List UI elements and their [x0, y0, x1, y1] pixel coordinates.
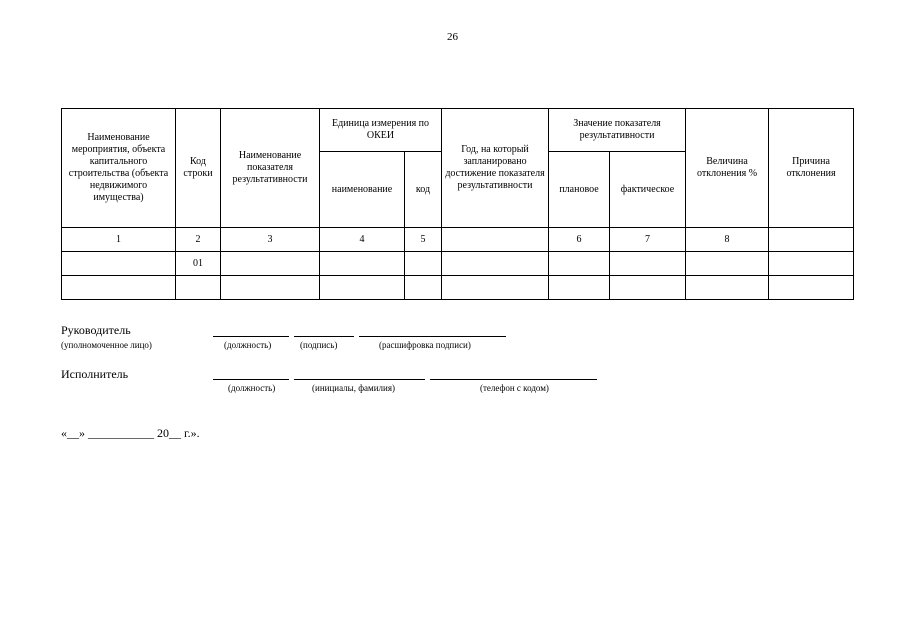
table-cell — [62, 252, 176, 276]
table-row — [62, 252, 854, 276]
column-number: 8 — [686, 228, 769, 252]
column-number: 7 — [610, 228, 686, 252]
table-cell — [442, 276, 549, 300]
table-cell — [686, 252, 769, 276]
head-position-caption: (должность) — [224, 340, 272, 350]
page-number: 26 — [447, 31, 458, 43]
exec-initials-line — [294, 379, 425, 380]
exec-position-caption: (должность) — [228, 383, 276, 393]
column-number: 4 — [320, 228, 405, 252]
exec-position-line — [213, 379, 289, 380]
table-cell — [320, 276, 405, 300]
table-cell — [610, 252, 686, 276]
exec-initials-caption: (инициалы, фамилия) — [312, 383, 395, 393]
header-deviation: Величина отклонения % — [686, 109, 769, 228]
table-row — [62, 276, 854, 300]
table-cell — [610, 276, 686, 300]
table-cell — [442, 252, 549, 276]
column-number: 2 — [176, 228, 221, 252]
signature-line — [294, 336, 354, 337]
report-table — [61, 108, 854, 300]
table-cell — [221, 276, 320, 300]
header-code: Код строки — [176, 109, 221, 228]
table-cell — [769, 276, 854, 300]
header-unit-group: Единица измерения по ОКЕИ — [320, 109, 442, 152]
header-indicator: Наименование показателя результативности — [221, 109, 320, 228]
table-cell — [549, 252, 610, 276]
table-cell — [769, 252, 854, 276]
column-number — [769, 228, 854, 252]
table-cell — [221, 252, 320, 276]
table-cell — [62, 276, 176, 300]
header-unit-name: наименование — [320, 152, 405, 228]
signature-decode-line — [359, 336, 506, 337]
header-unit-code: код — [405, 152, 442, 228]
column-number-row — [62, 228, 854, 252]
table-cell — [405, 276, 442, 300]
head-signature-caption: (подпись) — [300, 340, 338, 350]
header-value-group: Значение показателя результативности — [549, 109, 686, 152]
header-year: Год, на который запланировано достижение показателя результативности — [442, 109, 549, 228]
head-decode-caption: (расшифровка подписи) — [379, 340, 471, 350]
exec-phone-line — [430, 379, 597, 380]
column-number: 5 — [405, 228, 442, 252]
exec-label: Исполнитель — [61, 367, 129, 381]
exec-phone-caption: (телефон с кодом) — [480, 383, 549, 393]
position-signature-line — [213, 336, 289, 337]
head-label: Руководитель — [61, 323, 131, 337]
column-number: 1 — [62, 228, 176, 252]
header-name: Наименование мероприятия, объекта капитального строительства (объекта недвижимого имущества) — [62, 109, 176, 228]
header-reason: Причина отклонения — [769, 109, 854, 228]
column-number: 6 — [549, 228, 610, 252]
table-cell — [176, 276, 221, 300]
table-cell — [320, 252, 405, 276]
header-actual: фактическое — [610, 152, 686, 228]
row-code-cell: 01 — [176, 252, 221, 276]
table-cell — [686, 276, 769, 300]
table-cell — [405, 252, 442, 276]
date-line: «__» ___________ 20__ г.». — [61, 426, 200, 440]
column-number: 3 — [221, 228, 320, 252]
table-cell — [549, 276, 610, 300]
header-planned: плановое — [549, 152, 610, 228]
head-sub-caption: (уполномоченное лицо) — [61, 340, 152, 350]
column-number — [442, 228, 549, 252]
